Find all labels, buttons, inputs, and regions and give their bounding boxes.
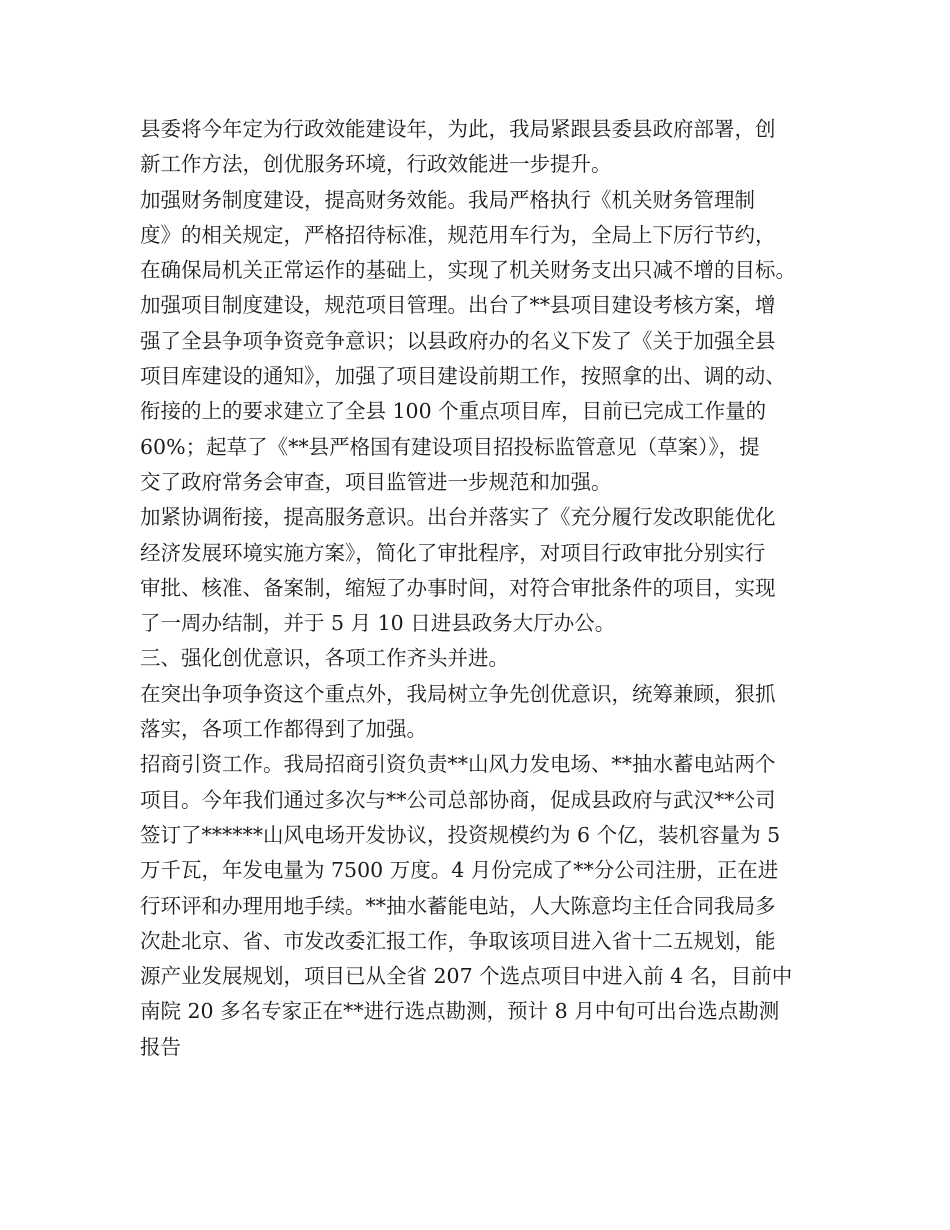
text-line: 经济发展环境实施方案》，简化了审批程序，对项目行政审批分别实行	[140, 540, 766, 565]
text-line: 审批、核准、备案制，缩短了办事时间，对符合审批条件的项目，实现	[140, 575, 776, 600]
text-line: 60%；起草了《**县严格国有建设项目招投标监管意见（草案）》，提	[140, 434, 760, 459]
text-line: 度》的相关规定，严格招待标准，规范用车行为，全局上下厉行节约，	[140, 222, 776, 247]
text-line: 交了政府常务会审查，项目监管进一步规范和加强。	[140, 469, 612, 494]
text-line: 在突出争项争资这个重点外，我局树立争先创优意识，统筹兼顾，狠抓	[140, 681, 776, 706]
text-line: 报告	[140, 1034, 181, 1059]
text-line: 县委将今年定为行政效能建设年，为此，我局紧跟县委县政府部署，创	[140, 117, 776, 141]
text-line: 源产业发展规划，项目已从全省 207 个选点项目中进入前 4 名，目前中	[140, 964, 793, 989]
text-line: 加紧协调衔接，提高服务意识。出台并落实了《充分履行发改职能优化	[140, 505, 776, 530]
text-line: 项目库建设的通知》，加强了项目建设前期工作，按照拿的出、调的动、	[140, 364, 786, 389]
document-body	[140, 112, 830, 1065]
text-line: 万千瓦，年发电量为 7500 万度。4 月份完成了**分公司注册，正在进	[140, 858, 779, 883]
text-line: 加强项目制度建设，规范项目管理。出台了**县项目建设考核方案，增	[140, 293, 776, 318]
text-line: 强了全县争项争资竞争意识；以县政府办的名义下发了《关于加强全县	[140, 328, 776, 353]
text-line: 加强财务制度建设，提高财务效能。我局严格执行《机关财务管理制	[140, 187, 755, 212]
text-line: 南院 20 多名专家正在**进行选点勘测，预计 8 月中旬可出台选点勘测	[140, 999, 780, 1024]
text-line: 项目。今年我们通过多次与**公司总部协商，促成县政府与武汉**公司	[140, 787, 776, 812]
text-line: 行环评和办理用地手续。**抽水蓄能电站，人大陈意均主任合同我局多	[140, 893, 776, 918]
section-heading: 三、强化创优意识，各项工作齐头并进。	[140, 646, 509, 671]
text-line: 在确保局机关正常运作的基础上，实现了机关财务支出只减不增的目标。	[140, 258, 796, 283]
text-line: 落实，各项工作都得到了加强。	[140, 717, 427, 742]
text-line: 新工作方法，创优服务环境，行政效能进一步提升。	[140, 152, 612, 177]
text-line: 签订了******山风电场开发协议，投资规模约为 6 个亿，装机容量为 5	[140, 822, 781, 847]
text-line: 次赴北京、省、市发改委汇报工作，争取该项目进入省十二五规划，能	[140, 928, 776, 953]
text-line: 衔接的上的要求建立了全县 100 个重点项目库，目前已完成工作量的	[140, 399, 767, 424]
text-line: 了一周办结制，并于 5 月 10 日进县政务大厅办公。	[140, 611, 616, 636]
text-line: 招商引资工作。我局招商引资负责**山风力发电场、**抽水蓄电站两个	[140, 752, 776, 777]
